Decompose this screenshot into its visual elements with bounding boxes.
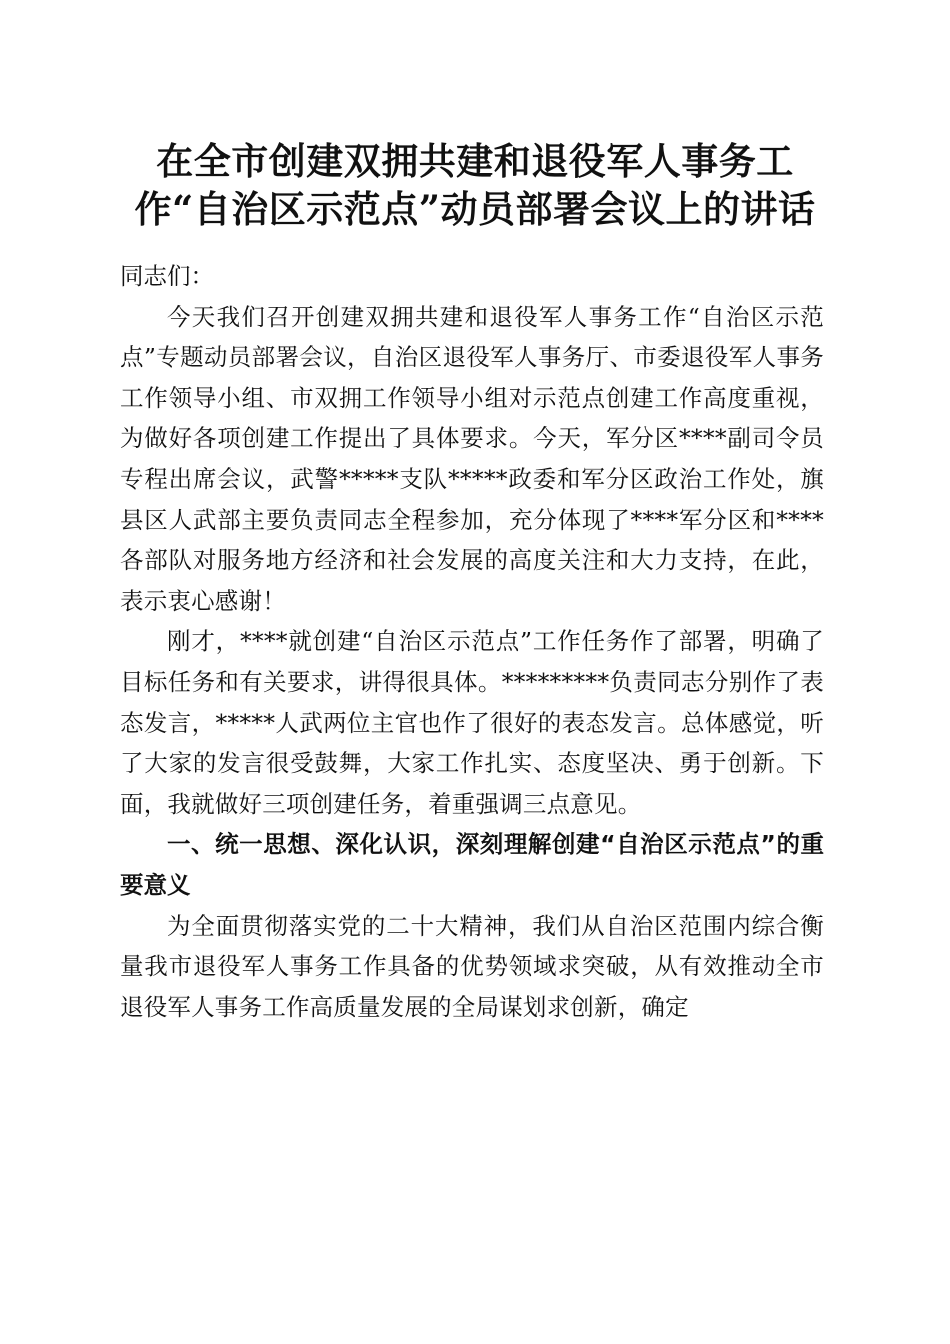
paragraph-summary: 刚才，****就创建“自治区示范点”工作任务作了部署，明确了目标任务和有关要求，讲得很具体。*********负责同志分别作了表态发言，*****人武两位主官也作了很好的表态发言。总体感觉，听了大家的发言很受鼓舞，大家工作扎实、态度坚决、勇于创新。下面，我就做好三项创建任务，着重强调三点意见。 <box>120 627 824 818</box>
document-body <box>120 256 824 1027</box>
salutation: 同志们： <box>120 262 214 290</box>
paragraph-opening: 今天我们召开创建双拥共建和退役军人事务工作“自治区示范点”专题动员部署会议，自治区退役军人事务厅、市委退役军人事务工作领导小组、市双拥工作领导小组对示范点创建工作高度重视，为做好各项创建工作提出了具体要求。今天，军分区****副司令员专程出席会议，武警*****支队*****政委和军分区政治工作处，旗县区人武部主要负责同志全程参加，充分体现了****军分区和****各部队对服务地方经济和社会发展的高度关注和大力支持，在此，表示衷心感谢！ <box>120 302 824 615</box>
section-paragraph: 为全面贯彻落实党的二十大精神，我们从自治区范围内综合衡量我市退役军人事务工作具备的优势领域求突破，从有效推动全市退役军人事务工作高质量发展的全局谋划求创新，确定 <box>120 911 824 1021</box>
section-heading: 一、统一思想、深化认识，深刻理解创建“自治区示范点”的重要意义 <box>120 830 824 899</box>
document-title: 在全市创建双拥共建和退役军人事务工作“自治区示范点”动员部署会议上的讲话 <box>134 139 816 231</box>
